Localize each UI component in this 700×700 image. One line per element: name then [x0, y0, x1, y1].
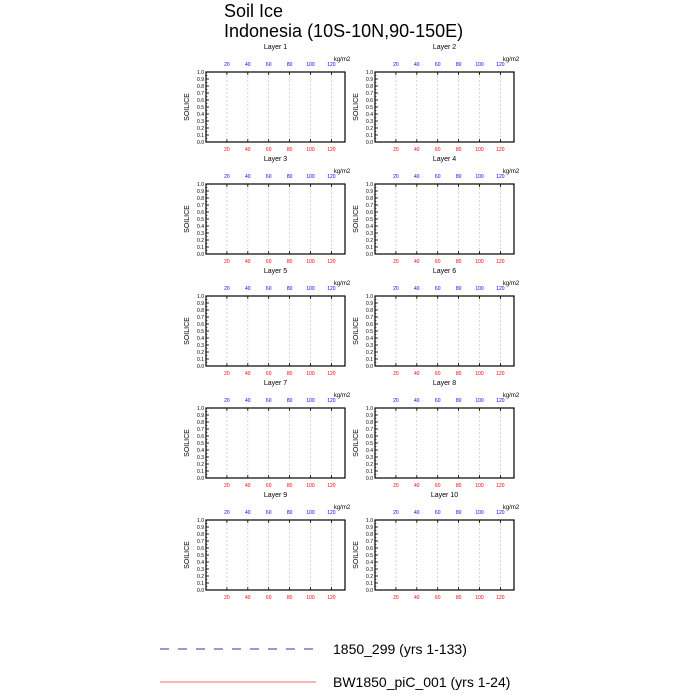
- bottom-tick-label-9-4: 80: [286, 595, 293, 601]
- top-tick-label-3-4: 80: [286, 174, 293, 180]
- y-tick-label-9-8: 0.7: [197, 538, 204, 545]
- y-tick-label-9-9: 0.8: [197, 531, 204, 538]
- bottom-tick-label-7-5: 100: [306, 483, 315, 489]
- y-tick-label-9-11: 1.0: [197, 517, 204, 524]
- top-tick-label-2-2: 40: [414, 62, 420, 68]
- top-tick-label-5-3: 60: [265, 286, 272, 292]
- y-tick-label-3-4: 0.3: [197, 230, 204, 237]
- top-tick-label-1-5: 100: [306, 62, 315, 68]
- top-tick-label-7-1: 20: [224, 398, 230, 404]
- y-tick-label-5-10: 0.9: [197, 300, 204, 307]
- y-tick-label-5-11: 1.0: [197, 293, 204, 300]
- units-label-8: kg/m2: [502, 393, 520, 399]
- y-tick-label-3-10: 0.9: [197, 188, 204, 195]
- bottom-tick-label-5-3: 60: [265, 371, 272, 377]
- bottom-tick-label-3-6: 120: [327, 259, 336, 265]
- y-tick-label-10-11: 1.0: [366, 517, 373, 524]
- units-label-4: kg/m2: [502, 169, 520, 175]
- y-tick-label-9-2: 0.1: [197, 580, 204, 587]
- plot-frame-7: [206, 408, 345, 478]
- bottom-tick-label-9-5: 100: [306, 595, 315, 601]
- y-tick-label-2-5: 0.4: [366, 111, 373, 118]
- top-tick-label-9-6: 120: [327, 510, 336, 516]
- panel-title-10: Layer 10: [430, 492, 459, 499]
- top-tick-label-5-4: 80: [286, 286, 293, 292]
- y-tick-label-4-2: 0.1: [366, 244, 373, 251]
- top-tick-label-2-6: 120: [496, 62, 505, 68]
- bottom-tick-label-9-1: 20: [224, 595, 230, 601]
- top-tick-label-8-1: 20: [393, 398, 399, 404]
- y-tick-label-2-9: 0.8: [366, 83, 373, 90]
- bottom-tick-label-7-2: 40: [245, 483, 251, 489]
- y-tick-label-8-1: 0.0: [366, 475, 373, 482]
- y-tick-label-8-6: 0.5: [366, 440, 373, 447]
- panel-title-8: Layer 8: [432, 380, 457, 387]
- top-tick-label-1-4: 80: [286, 62, 293, 68]
- y-tick-label-1-11: 1.0: [197, 69, 204, 76]
- bottom-tick-label-1-5: 100: [306, 147, 315, 153]
- bottom-tick-label-3-1: 20: [224, 259, 230, 265]
- y-tick-label-6-5: 0.4: [366, 335, 373, 342]
- bottom-tick-label-5-1: 20: [224, 371, 230, 377]
- units-label-6: kg/m2: [502, 281, 520, 287]
- top-tick-label-4-4: 80: [455, 174, 462, 180]
- y-tick-label-3-6: 0.5: [197, 216, 204, 223]
- y-tick-label-5-5: 0.4: [197, 335, 204, 342]
- top-tick-label-2-5: 100: [475, 62, 484, 68]
- bottom-tick-label-3-3: 60: [265, 259, 272, 265]
- y-tick-label-6-10: 0.9: [366, 300, 373, 307]
- y-tick-label-2-8: 0.7: [366, 90, 373, 97]
- top-tick-label-5-5: 100: [306, 286, 315, 292]
- y-tick-label-10-8: 0.7: [366, 538, 373, 545]
- y-tick-label-1-6: 0.5: [197, 104, 204, 111]
- top-tick-label-8-3: 60: [434, 398, 441, 404]
- bottom-tick-label-10-4: 80: [455, 595, 462, 601]
- units-label-5: kg/m2: [333, 281, 351, 287]
- top-tick-label-8-5: 100: [475, 398, 484, 404]
- top-tick-label-5-1: 20: [224, 286, 230, 292]
- top-tick-label-1-6: 120: [327, 62, 336, 68]
- bottom-tick-label-2-4: 80: [455, 147, 462, 153]
- top-tick-label-4-1: 20: [393, 174, 399, 180]
- top-tick-label-10-3: 60: [434, 510, 441, 516]
- y-axis-label-8: SOILICE: [353, 429, 360, 457]
- y-tick-label-4-10: 0.9: [366, 188, 373, 195]
- y-tick-label-4-11: 1.0: [366, 181, 373, 188]
- y-tick-label-2-1: 0.0: [366, 139, 373, 146]
- bottom-tick-label-5-4: 80: [286, 371, 293, 377]
- top-tick-label-9-5: 100: [306, 510, 315, 516]
- y-tick-label-2-10: 0.9: [366, 76, 373, 83]
- units-label-7: kg/m2: [333, 393, 351, 399]
- y-tick-label-9-7: 0.6: [197, 545, 204, 552]
- y-tick-label-10-1: 0.0: [366, 587, 373, 594]
- y-tick-label-8-4: 0.3: [366, 454, 373, 461]
- y-axis-label-2: SOILICE: [353, 93, 360, 121]
- bottom-tick-label-8-4: 80: [455, 483, 462, 489]
- bottom-tick-label-5-6: 120: [327, 371, 336, 377]
- top-tick-label-6-1: 20: [393, 286, 399, 292]
- top-tick-label-10-2: 40: [414, 510, 420, 516]
- y-tick-label-4-6: 0.5: [366, 216, 373, 223]
- y-tick-label-5-2: 0.1: [197, 356, 204, 363]
- bottom-tick-label-5-2: 40: [245, 371, 251, 377]
- y-tick-label-6-11: 1.0: [366, 293, 373, 300]
- y-tick-label-8-9: 0.8: [366, 419, 373, 426]
- top-tick-label-6-4: 80: [455, 286, 462, 292]
- y-tick-label-3-8: 0.7: [197, 202, 204, 209]
- y-tick-label-4-5: 0.4: [366, 223, 373, 230]
- chart-title: Soil Ice: [224, 1, 284, 21]
- bottom-tick-label-1-6: 120: [327, 147, 336, 153]
- bottom-tick-label-2-6: 120: [496, 147, 505, 153]
- y-axis-label-6: SOILICE: [353, 317, 360, 345]
- bottom-tick-label-1-2: 40: [245, 147, 251, 153]
- y-tick-label-6-8: 0.7: [366, 314, 373, 321]
- y-axis-label-7: SOILICE: [184, 429, 191, 457]
- top-tick-label-3-2: 40: [245, 174, 251, 180]
- y-tick-label-5-6: 0.5: [197, 328, 204, 335]
- top-tick-label-4-3: 60: [434, 174, 441, 180]
- top-tick-label-10-4: 80: [455, 510, 462, 516]
- y-tick-label-10-10: 0.9: [366, 524, 373, 531]
- y-tick-label-8-7: 0.6: [366, 433, 373, 440]
- bottom-tick-label-3-4: 80: [286, 259, 293, 265]
- top-tick-label-5-6: 120: [327, 286, 336, 292]
- y-tick-label-6-9: 0.8: [366, 307, 373, 314]
- units-label-2: kg/m2: [502, 57, 520, 63]
- top-tick-label-9-2: 40: [245, 510, 251, 516]
- top-tick-label-8-6: 120: [496, 398, 505, 404]
- bottom-tick-label-10-2: 40: [414, 595, 420, 601]
- y-tick-label-10-4: 0.3: [366, 566, 373, 573]
- y-tick-label-3-7: 0.6: [197, 209, 204, 216]
- y-tick-label-1-10: 0.9: [197, 76, 204, 83]
- y-tick-label-5-3: 0.2: [197, 349, 204, 356]
- bottom-tick-label-4-4: 80: [455, 259, 462, 265]
- bottom-tick-label-8-3: 60: [434, 483, 441, 489]
- y-tick-label-9-4: 0.3: [197, 566, 204, 573]
- y-tick-label-7-11: 1.0: [197, 405, 204, 412]
- panel-title-4: Layer 4: [432, 156, 457, 163]
- y-tick-label-6-3: 0.2: [366, 349, 373, 356]
- y-tick-label-2-11: 1.0: [366, 69, 373, 76]
- units-label-1: kg/m2: [333, 57, 351, 63]
- panel-title-6: Layer 6: [432, 268, 457, 275]
- y-tick-label-4-7: 0.6: [366, 209, 373, 216]
- y-tick-label-3-11: 1.0: [197, 181, 204, 188]
- y-tick-label-6-6: 0.5: [366, 328, 373, 335]
- y-tick-label-7-10: 0.9: [197, 412, 204, 419]
- bottom-tick-label-8-6: 120: [496, 483, 505, 489]
- bottom-tick-label-8-5: 100: [475, 483, 484, 489]
- y-tick-label-5-7: 0.6: [197, 321, 204, 328]
- y-axis-label-3: SOILICE: [184, 205, 191, 233]
- bottom-tick-label-6-2: 40: [414, 371, 420, 377]
- top-tick-label-9-1: 20: [224, 510, 230, 516]
- y-tick-label-2-3: 0.2: [366, 125, 373, 132]
- y-tick-label-5-9: 0.8: [197, 307, 204, 314]
- bottom-tick-label-6-6: 120: [496, 371, 505, 377]
- y-tick-label-2-7: 0.6: [366, 97, 373, 104]
- y-tick-label-8-5: 0.4: [366, 447, 373, 454]
- top-tick-label-10-6: 120: [496, 510, 505, 516]
- y-tick-label-7-6: 0.5: [197, 440, 204, 447]
- bottom-tick-label-9-3: 60: [265, 595, 272, 601]
- bottom-tick-label-2-1: 20: [393, 147, 399, 153]
- y-tick-label-9-1: 0.0: [197, 587, 204, 594]
- plot-frame-8: [375, 408, 514, 478]
- bottom-tick-label-2-5: 100: [475, 147, 484, 153]
- y-tick-label-1-7: 0.6: [197, 97, 204, 104]
- panel-title-9: Layer 9: [263, 492, 288, 499]
- top-tick-label-4-2: 40: [414, 174, 420, 180]
- y-tick-label-9-5: 0.4: [197, 559, 204, 566]
- top-tick-label-8-4: 80: [455, 398, 462, 404]
- bottom-tick-label-1-4: 80: [286, 147, 293, 153]
- bottom-tick-label-6-4: 80: [455, 371, 462, 377]
- y-tick-label-7-3: 0.2: [197, 461, 204, 468]
- y-tick-label-1-5: 0.4: [197, 111, 204, 118]
- y-tick-label-9-6: 0.5: [197, 552, 204, 559]
- top-tick-label-3-5: 100: [306, 174, 315, 180]
- y-tick-label-4-3: 0.2: [366, 237, 373, 244]
- bottom-tick-label-4-6: 120: [496, 259, 505, 265]
- top-tick-label-1-1: 20: [224, 62, 230, 68]
- bottom-tick-label-5-5: 100: [306, 371, 315, 377]
- top-tick-label-9-4: 80: [286, 510, 293, 516]
- bottom-tick-label-3-2: 40: [245, 259, 251, 265]
- legend-label-2: BW1850_piC_001 (yrs 1-24): [333, 674, 511, 690]
- y-tick-label-10-3: 0.2: [366, 573, 373, 580]
- bottom-tick-label-6-3: 60: [434, 371, 441, 377]
- panel-title-5: Layer 5: [263, 268, 288, 275]
- y-tick-label-1-8: 0.7: [197, 90, 204, 97]
- y-tick-label-10-5: 0.4: [366, 559, 373, 566]
- y-tick-label-4-1: 0.0: [366, 251, 373, 258]
- top-tick-label-2-1: 20: [393, 62, 399, 68]
- bottom-tick-label-9-2: 40: [245, 595, 251, 601]
- y-tick-label-2-4: 0.3: [366, 118, 373, 125]
- plot-frame-3: [206, 184, 345, 254]
- y-axis-label-10: SOILICE: [353, 541, 360, 569]
- y-axis-label-5: SOILICE: [184, 317, 191, 345]
- top-tick-label-7-3: 60: [265, 398, 272, 404]
- plot-frame-10: [375, 520, 514, 590]
- y-tick-label-7-2: 0.1: [197, 468, 204, 475]
- bottom-tick-label-10-6: 120: [496, 595, 505, 601]
- bottom-tick-label-8-2: 40: [414, 483, 420, 489]
- legend-label-1: 1850_299 (yrs 1-133): [333, 641, 467, 657]
- bottom-tick-label-10-3: 60: [434, 595, 441, 601]
- bottom-tick-label-4-5: 100: [475, 259, 484, 265]
- top-tick-label-4-5: 100: [475, 174, 484, 180]
- bottom-tick-label-2-2: 40: [414, 147, 420, 153]
- y-tick-label-4-9: 0.8: [366, 195, 373, 202]
- top-tick-label-7-2: 40: [245, 398, 251, 404]
- units-label-9: kg/m2: [333, 505, 351, 511]
- bottom-tick-label-4-1: 20: [393, 259, 399, 265]
- top-tick-label-5-2: 40: [245, 286, 251, 292]
- bottom-tick-label-8-1: 20: [393, 483, 399, 489]
- y-tick-label-8-2: 0.1: [366, 468, 373, 475]
- bottom-tick-label-7-3: 60: [265, 483, 272, 489]
- top-tick-label-6-5: 100: [475, 286, 484, 292]
- top-tick-label-7-4: 80: [286, 398, 293, 404]
- top-tick-label-7-6: 120: [327, 398, 336, 404]
- top-tick-label-8-2: 40: [414, 398, 420, 404]
- bottom-tick-label-4-2: 40: [414, 259, 420, 265]
- plot-frame-6: [375, 296, 514, 366]
- y-axis-label-9: SOILICE: [184, 541, 191, 569]
- y-tick-label-8-8: 0.7: [366, 426, 373, 433]
- y-axis-label-1: SOILICE: [184, 93, 191, 121]
- y-tick-label-7-8: 0.7: [197, 426, 204, 433]
- bottom-tick-label-9-6: 120: [327, 595, 336, 601]
- y-tick-label-1-2: 0.1: [197, 132, 204, 139]
- y-tick-label-3-5: 0.4: [197, 223, 204, 230]
- y-tick-label-10-9: 0.8: [366, 531, 373, 538]
- bottom-tick-label-1-3: 60: [265, 147, 272, 153]
- y-tick-label-1-3: 0.2: [197, 125, 204, 132]
- top-tick-label-9-3: 60: [265, 510, 272, 516]
- bottom-tick-label-7-6: 120: [327, 483, 336, 489]
- plot-frame-5: [206, 296, 345, 366]
- top-tick-label-6-3: 60: [434, 286, 441, 292]
- bottom-tick-label-6-5: 100: [475, 371, 484, 377]
- top-tick-label-3-3: 60: [265, 174, 272, 180]
- panel-title-3: Layer 3: [263, 156, 288, 163]
- y-tick-label-10-6: 0.5: [366, 552, 373, 559]
- top-tick-label-4-6: 120: [496, 174, 505, 180]
- bottom-tick-label-10-5: 100: [475, 595, 484, 601]
- y-tick-label-1-1: 0.0: [197, 139, 204, 146]
- top-tick-label-1-2: 40: [245, 62, 251, 68]
- chart-subtitle: Indonesia (10S-10N,90-150E): [224, 21, 464, 41]
- y-tick-label-6-1: 0.0: [366, 363, 373, 370]
- y-tick-label-7-4: 0.3: [197, 454, 204, 461]
- top-tick-label-6-2: 40: [414, 286, 420, 292]
- top-tick-label-10-5: 100: [475, 510, 484, 516]
- y-tick-label-9-10: 0.9: [197, 524, 204, 531]
- y-tick-label-5-1: 0.0: [197, 363, 204, 370]
- top-tick-label-3-1: 20: [224, 174, 230, 180]
- y-tick-label-8-10: 0.9: [366, 412, 373, 419]
- y-tick-label-3-2: 0.1: [197, 244, 204, 251]
- top-tick-label-1-3: 60: [265, 62, 272, 68]
- bottom-tick-label-4-3: 60: [434, 259, 441, 265]
- y-tick-label-3-9: 0.8: [197, 195, 204, 202]
- y-tick-label-1-4: 0.3: [197, 118, 204, 125]
- plot-frame-2: [375, 72, 514, 142]
- top-tick-label-2-4: 80: [455, 62, 462, 68]
- bottom-tick-label-6-1: 20: [393, 371, 399, 377]
- y-tick-label-6-4: 0.3: [366, 342, 373, 349]
- panel-title-2: Layer 2: [432, 44, 457, 51]
- bottom-tick-label-2-3: 60: [434, 147, 441, 153]
- y-tick-label-2-6: 0.5: [366, 104, 373, 111]
- y-tick-label-4-4: 0.3: [366, 230, 373, 237]
- plot-frame-4: [375, 184, 514, 254]
- panel-title-1: Layer 1: [263, 44, 288, 51]
- y-tick-label-7-7: 0.6: [197, 433, 204, 440]
- y-axis-label-4: SOILICE: [353, 205, 360, 233]
- y-tick-label-10-2: 0.1: [366, 580, 373, 587]
- top-tick-label-6-6: 120: [496, 286, 505, 292]
- bottom-tick-label-3-5: 100: [306, 259, 315, 265]
- y-tick-label-3-3: 0.2: [197, 237, 204, 244]
- y-tick-label-7-5: 0.4: [197, 447, 204, 454]
- y-tick-label-2-2: 0.1: [366, 132, 373, 139]
- y-tick-label-9-3: 0.2: [197, 573, 204, 580]
- y-tick-label-5-4: 0.3: [197, 342, 204, 349]
- y-tick-label-5-8: 0.7: [197, 314, 204, 321]
- y-tick-label-7-9: 0.8: [197, 419, 204, 426]
- top-tick-label-3-6: 120: [327, 174, 336, 180]
- y-tick-label-3-1: 0.0: [197, 251, 204, 258]
- y-tick-label-8-3: 0.2: [366, 461, 373, 468]
- y-tick-label-4-8: 0.7: [366, 202, 373, 209]
- units-label-3: kg/m2: [333, 169, 351, 175]
- y-tick-label-6-2: 0.1: [366, 356, 373, 363]
- top-tick-label-10-1: 20: [393, 510, 399, 516]
- y-tick-label-7-1: 0.0: [197, 475, 204, 482]
- bottom-tick-label-7-1: 20: [224, 483, 230, 489]
- top-tick-label-2-3: 60: [434, 62, 441, 68]
- plot-frame-9: [206, 520, 345, 590]
- y-tick-label-8-11: 1.0: [366, 405, 373, 412]
- y-tick-label-1-9: 0.8: [197, 83, 204, 90]
- bottom-tick-label-1-1: 20: [224, 147, 230, 153]
- y-tick-label-10-7: 0.6: [366, 545, 373, 552]
- panel-title-7: Layer 7: [263, 380, 288, 387]
- y-tick-label-6-7: 0.6: [366, 321, 373, 328]
- units-label-10: kg/m2: [502, 505, 520, 511]
- bottom-tick-label-7-4: 80: [286, 483, 293, 489]
- top-tick-label-7-5: 100: [306, 398, 315, 404]
- bottom-tick-label-10-1: 20: [393, 595, 399, 601]
- plot-frame-1: [206, 72, 345, 142]
